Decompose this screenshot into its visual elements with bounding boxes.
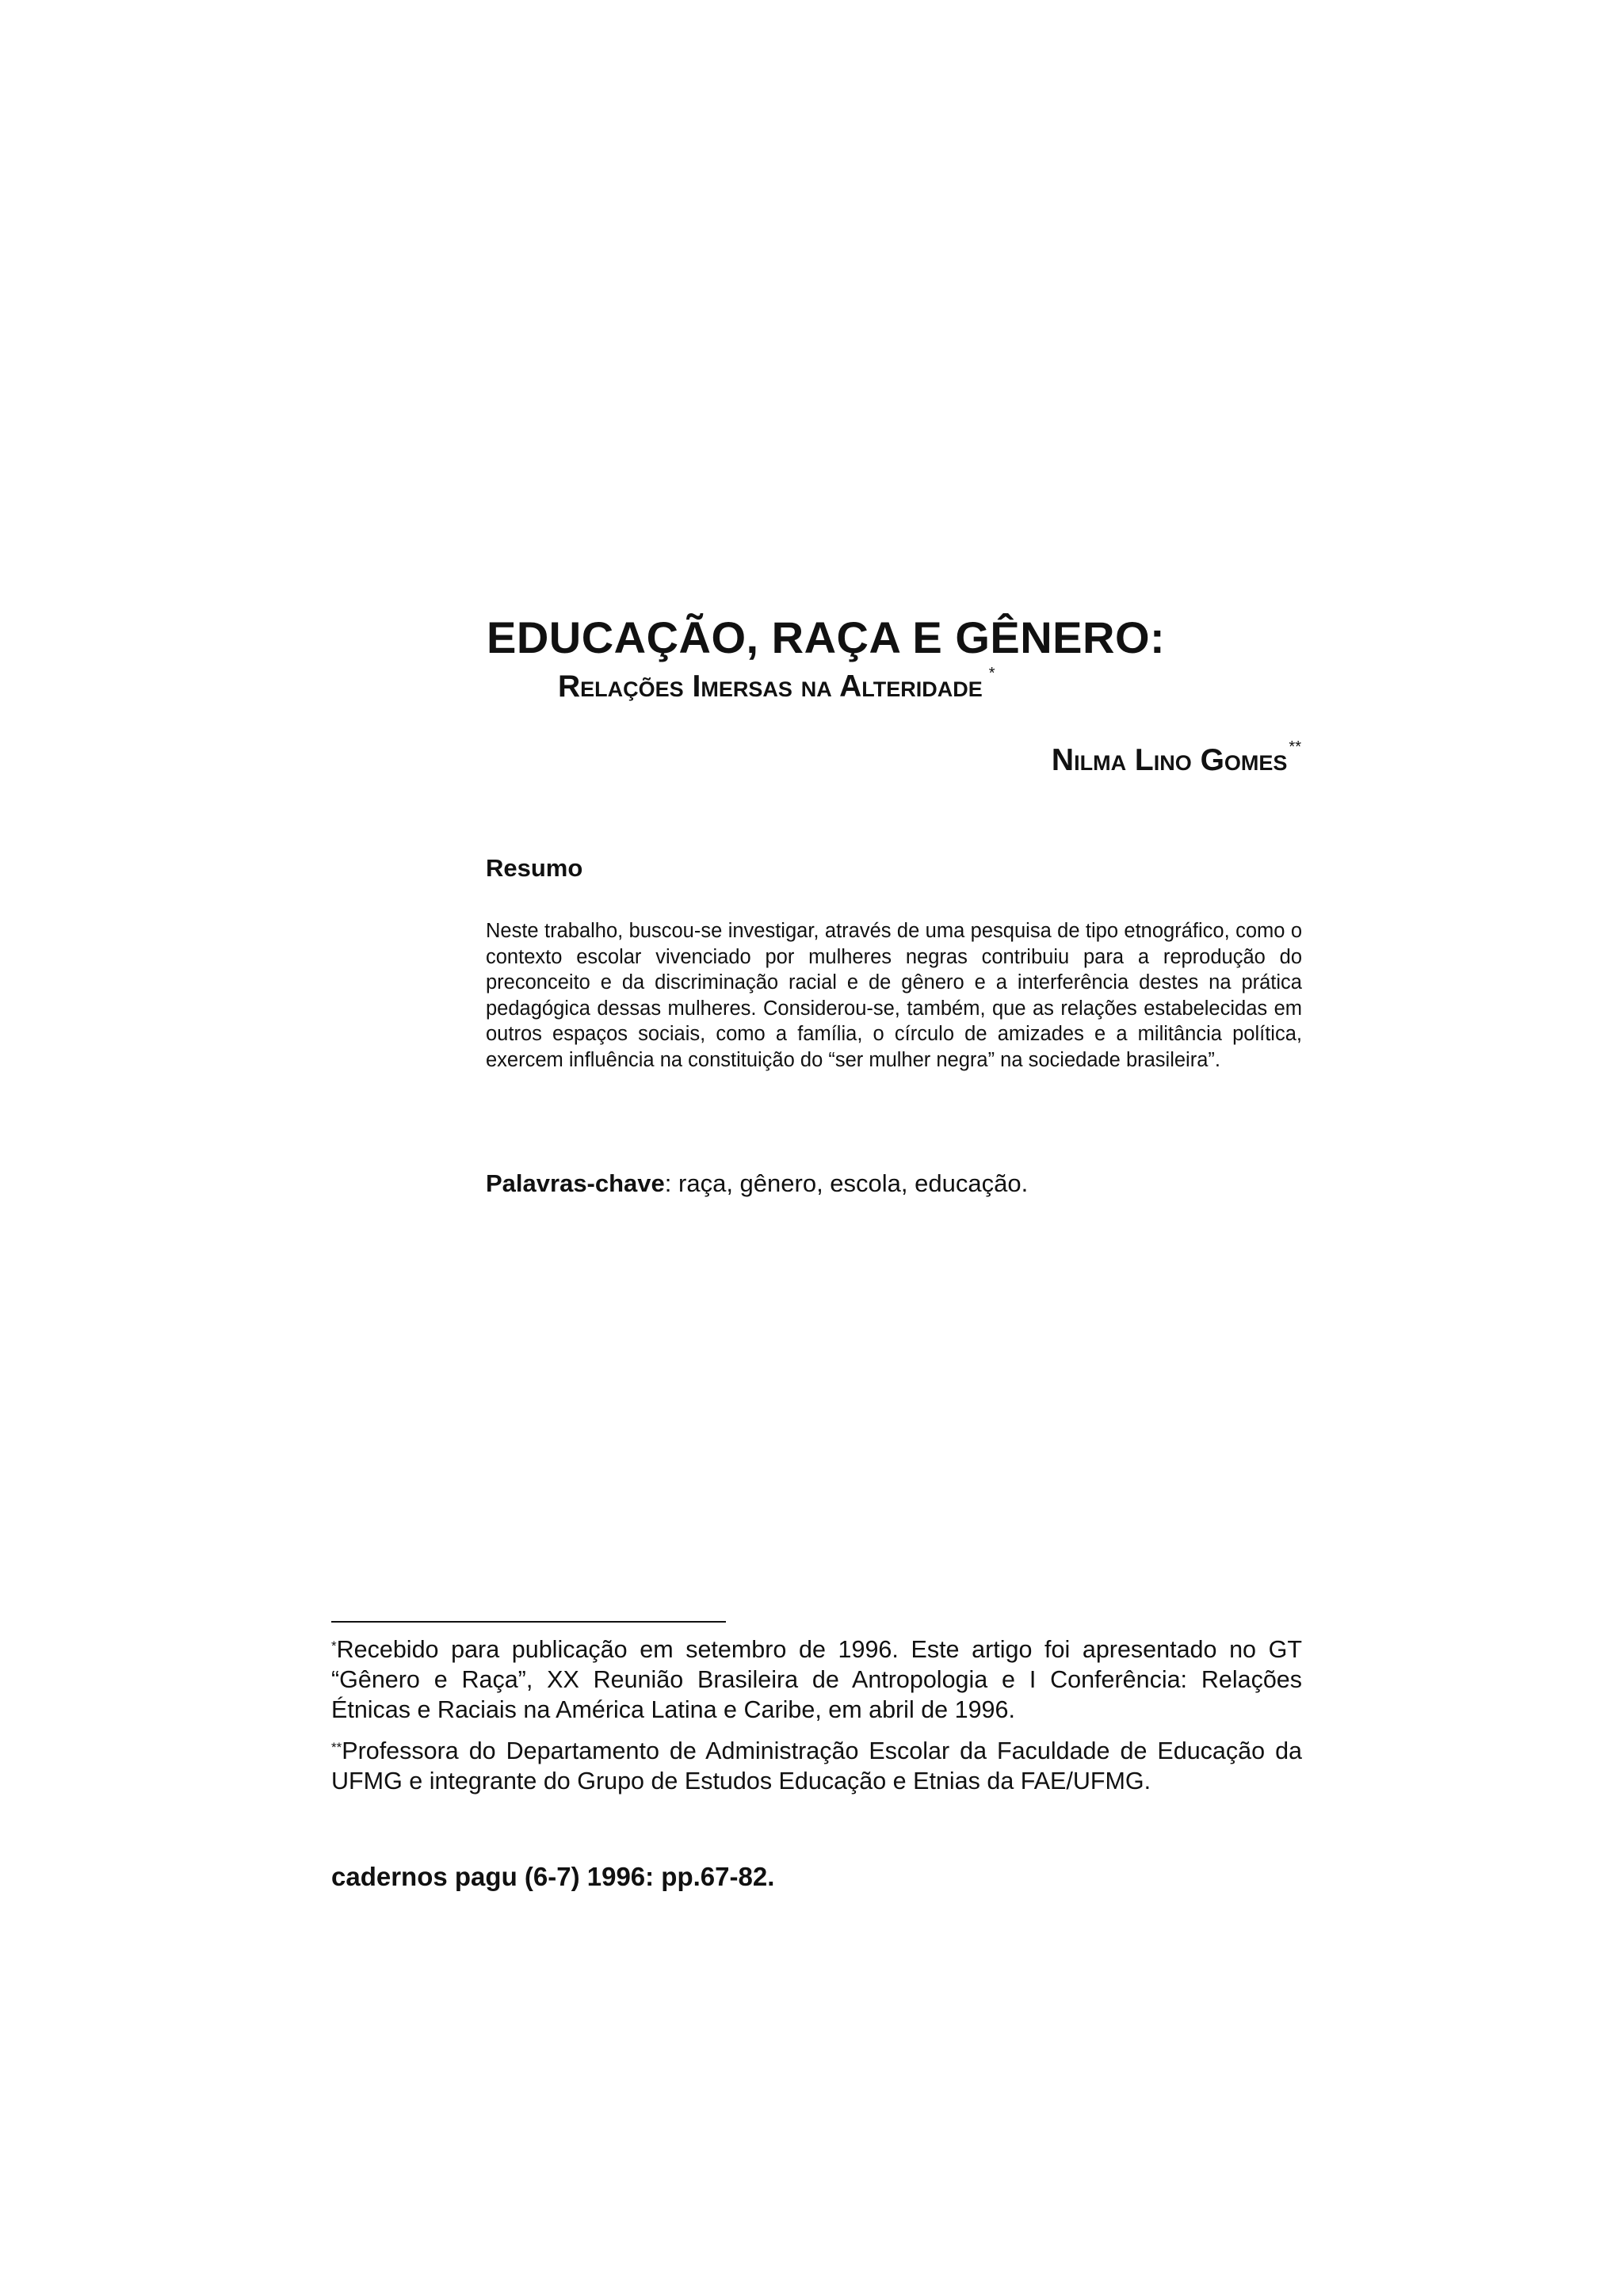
journal-citation: cadernos pagu (6-7) 1996: pp.67-82. (331, 1862, 775, 1891)
footnote-2-mark: ** (331, 1740, 342, 1755)
article-title: EDUCAÇÃO, RAÇA E GÊNERO: (487, 612, 1166, 662)
keywords-label: Palavras-chave (486, 1169, 665, 1197)
footnote-2-text: Professora do Departamento de Administração Escolar da Faculdade de Educação da UFMG e integrante do Grupo de Estudos Educação e Etnias da FAE/UFMG. (331, 1737, 1302, 1794)
keywords-values: raça, gênero, escola, educação. (671, 1169, 1029, 1197)
footnote-divider (331, 1621, 726, 1623)
keywords-separator: : (664, 1169, 672, 1197)
author-name (1051, 738, 1301, 778)
article-subtitle (558, 665, 995, 704)
footnote-1 (331, 1634, 1302, 1725)
abstract-text: Neste trabalho, buscou-se investigar, através de uma pesquisa de tipo etnográfico, como o contexto escolar vivenciado por mulheres negras contribuiu para a reprodução do preconceito e da discriminação racial e de gênero e a interferência destes na prática pedagógica dessas mulheres. Considerou-se, também, que as relações estabelecidas em outros espaços sociais, como a família, o círculo de amizades e a militância política, exercem influência na constituição do “ser mulher negra” na sociedade brasileira”. (486, 920, 1302, 1071)
footnote-2 (331, 1736, 1302, 1796)
author-text: Nilma Lino Gomes (1051, 743, 1288, 777)
keywords-line (486, 1169, 1028, 1198)
subtitle-footnote-mark: * (988, 665, 995, 682)
subtitle-text: Relações Imersas na Alteridade (558, 669, 983, 704)
author-footnote-mark: ** (1289, 738, 1301, 756)
footnote-1-text: Recebido para publicação em setembro de 1996. Este artigo foi apresentado no GT “Gênero e Raça”, XX Reunião Brasileira de Antropologia e I Conferência: Relações Étnicas e Raciais na América Latina e Caribe, em abril de 1996. (331, 1636, 1302, 1723)
footnote-1-mark: * (331, 1638, 337, 1653)
abstract-heading: Resumo (486, 854, 583, 882)
